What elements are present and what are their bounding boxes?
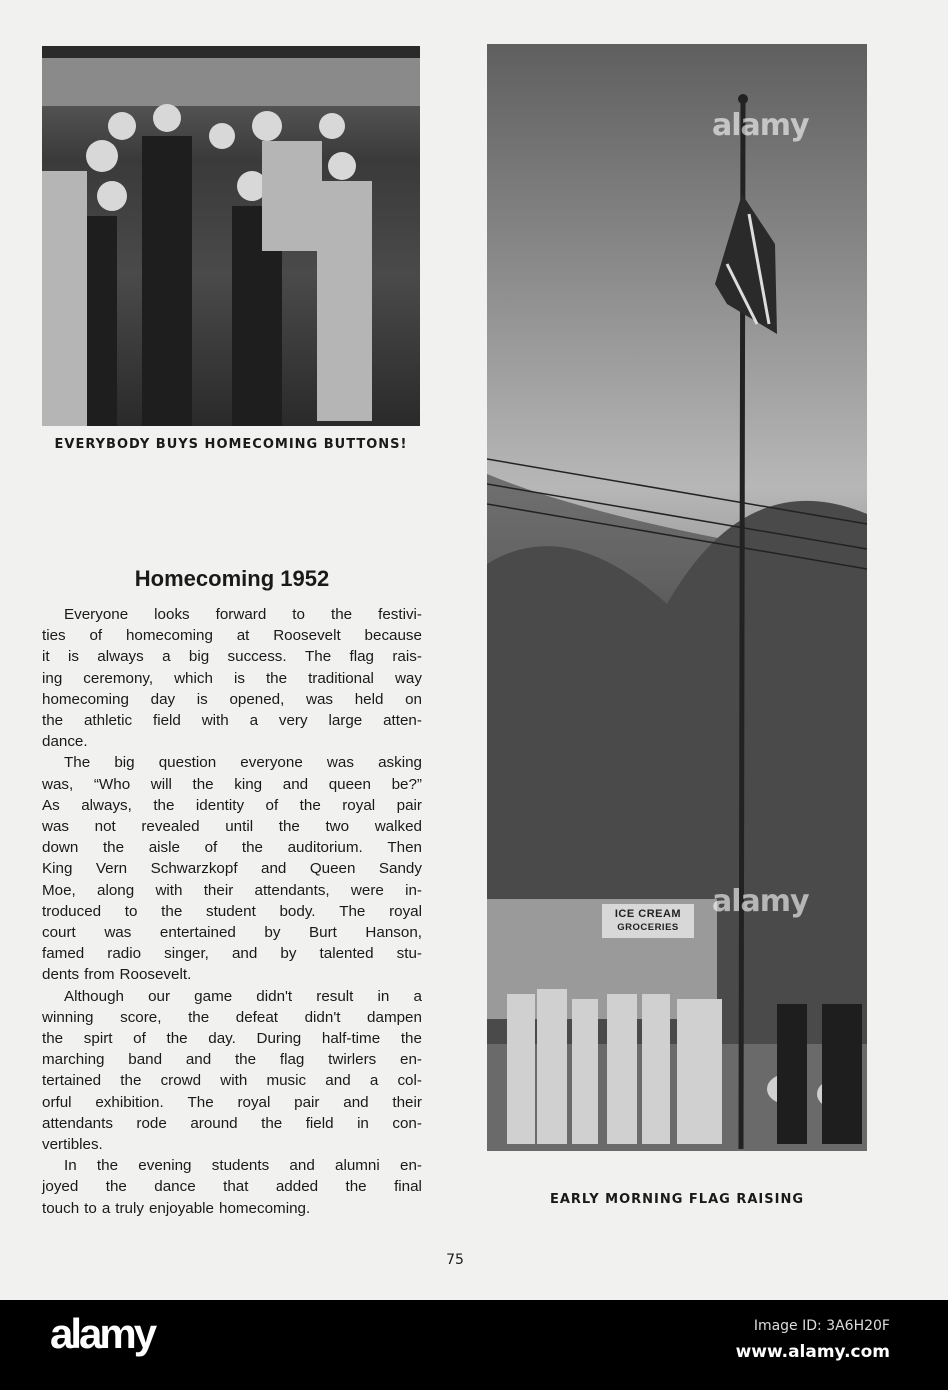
- word: pair: [294, 1093, 320, 1111]
- word: large: [328, 712, 363, 730]
- word: crowd: [160, 1072, 202, 1090]
- word: enjoyable: [148, 1199, 215, 1217]
- word: Burt: [309, 924, 337, 942]
- word: joyed: [42, 1178, 79, 1196]
- word: way: [394, 669, 422, 687]
- word: day: [150, 690, 176, 708]
- word: col-: [397, 1072, 422, 1090]
- article-title: Homecoming 1952: [134, 566, 330, 591]
- word: troduced: [42, 902, 102, 920]
- word: famed: [42, 945, 85, 963]
- word: homecoming: [125, 627, 213, 645]
- word: a: [162, 648, 171, 666]
- word: dance: [154, 1178, 196, 1196]
- word: king: [234, 775, 263, 793]
- word: alumni: [335, 1157, 380, 1175]
- paragraph-line: [42, 710, 422, 731]
- watermark: alamy: [712, 108, 809, 143]
- word: traditional: [308, 669, 374, 687]
- word: the: [299, 796, 321, 814]
- word: royal: [237, 1093, 271, 1111]
- word: ties: [42, 627, 66, 645]
- word: revealed: [141, 818, 200, 836]
- paragraph-line: [42, 604, 422, 625]
- word: con-: [392, 1114, 422, 1132]
- word: stu-: [396, 945, 422, 963]
- word: with: [155, 881, 183, 899]
- word: down: [42, 839, 79, 857]
- word: the: [400, 1030, 422, 1048]
- word: added: [275, 1178, 319, 1196]
- word: and: [325, 1072, 351, 1090]
- paragraph-line: [42, 752, 422, 773]
- word: ceremony,: [83, 669, 154, 687]
- word: with: [201, 712, 229, 730]
- word: and: [343, 1093, 369, 1111]
- word: held: [354, 690, 384, 708]
- word: Vern: [95, 860, 128, 878]
- word: the: [105, 1178, 127, 1196]
- word: and: [261, 860, 287, 878]
- paragraph-line: [42, 858, 422, 879]
- word: always,: [81, 796, 132, 814]
- word: field: [305, 1114, 334, 1132]
- word: day.: [208, 1030, 236, 1048]
- word: until: [225, 818, 254, 836]
- word: from: [84, 966, 115, 984]
- word: question: [158, 754, 217, 772]
- word: The: [339, 902, 366, 920]
- word: The: [304, 648, 332, 666]
- word: half-time: [321, 1030, 381, 1048]
- alamy-logo: alamy: [50, 1310, 155, 1357]
- word: touch: [42, 1199, 80, 1217]
- word: spirt: [83, 1030, 113, 1048]
- word: to: [84, 1199, 97, 1217]
- paragraph-line: [42, 964, 422, 985]
- word: en-: [400, 1157, 422, 1175]
- word: twirlers: [328, 1051, 377, 1069]
- word: the: [192, 775, 214, 793]
- paragraph-line: [42, 1092, 422, 1113]
- word: along: [97, 881, 135, 899]
- word: the: [265, 669, 288, 687]
- word: attendants,: [254, 881, 330, 899]
- word: success.: [227, 648, 287, 666]
- word: and: [289, 1157, 315, 1175]
- word: atten-: [383, 712, 422, 730]
- paragraph-line: [42, 943, 422, 964]
- word: game: [194, 987, 233, 1005]
- word: is: [233, 669, 245, 687]
- word: score,: [120, 1008, 162, 1026]
- word: to: [292, 606, 305, 623]
- paragraph-line: [42, 1134, 422, 1155]
- word: result: [316, 987, 354, 1005]
- word: King: [42, 860, 73, 878]
- word: didn't: [304, 1008, 341, 1026]
- photo-caption: EVERYBODY BUYS HOMECOMING BUTTONS!: [54, 437, 408, 452]
- sign-groceries: GROCERIES: [617, 922, 679, 933]
- paragraph-line: [42, 774, 422, 795]
- word: of: [133, 1030, 146, 1048]
- watermark: alamy: [712, 884, 809, 919]
- paragraph-line: [42, 668, 422, 689]
- photo-homecoming-buttons: [42, 46, 420, 426]
- word: Sandy: [378, 860, 422, 878]
- paragraph-line: [42, 1049, 422, 1070]
- word: the: [161, 902, 183, 920]
- word: is: [67, 648, 79, 666]
- word: royal: [342, 796, 376, 814]
- word: ing: [42, 669, 63, 687]
- word: looks: [154, 606, 190, 623]
- word: Queen: [309, 860, 356, 878]
- word: In: [64, 1157, 77, 1175]
- word: a: [413, 987, 422, 1005]
- word: not: [94, 818, 116, 836]
- word: big: [188, 648, 210, 666]
- word: the: [278, 818, 300, 836]
- word: the: [96, 1157, 119, 1175]
- word: flag: [279, 1051, 305, 1069]
- word: was: [104, 924, 132, 942]
- word: rode: [136, 1114, 167, 1132]
- word: was: [42, 818, 70, 836]
- paragraph-line: [42, 1155, 422, 1176]
- photo-caption: EARLY MORNING FLAG RAISING: [549, 1192, 805, 1207]
- word: the: [188, 1008, 210, 1026]
- word: that: [223, 1178, 249, 1196]
- word: with: [220, 1072, 248, 1090]
- word: a: [101, 1199, 111, 1217]
- word: the: [102, 839, 125, 857]
- word: the: [120, 1072, 142, 1090]
- word: everyone: [240, 754, 303, 772]
- paragraph-line: [42, 1176, 422, 1197]
- paragraph-line: [42, 901, 422, 922]
- word: two: [325, 818, 350, 836]
- word: Then: [387, 839, 422, 857]
- paragraph-line: [42, 816, 422, 837]
- word: the: [234, 1051, 257, 1069]
- word: always: [97, 648, 144, 666]
- word: exhibition.: [95, 1093, 164, 1111]
- word: and: [231, 945, 258, 963]
- word: a: [249, 712, 259, 730]
- word: final: [394, 1178, 422, 1196]
- word: evening: [138, 1157, 192, 1175]
- word: student: [205, 902, 256, 920]
- word: the: [42, 712, 64, 730]
- word: Roosevelt.: [119, 966, 192, 984]
- store-sign: [602, 904, 694, 938]
- word: their: [392, 1093, 422, 1111]
- word: of: [204, 839, 218, 857]
- sign-ice-cream: ICE CREAM: [614, 908, 682, 920]
- paragraph-line: [42, 880, 422, 901]
- word: field: [152, 712, 181, 730]
- article-body: [42, 604, 422, 1219]
- word: dents: [42, 966, 80, 984]
- word: asking: [378, 754, 422, 772]
- word: of: [265, 796, 279, 814]
- word: identity: [195, 796, 245, 814]
- word: truly: [115, 1199, 144, 1217]
- word: en-: [400, 1051, 422, 1069]
- paragraph-line: [42, 1113, 422, 1134]
- paragraph-line: [42, 731, 422, 752]
- word: to: [124, 902, 138, 920]
- word: opened,: [229, 690, 285, 708]
- word: were: [350, 881, 384, 899]
- word: dance.: [42, 733, 88, 751]
- word: orful: [42, 1093, 72, 1111]
- word: the: [166, 1030, 188, 1048]
- word: was: [326, 754, 354, 772]
- word: festivi-: [378, 606, 422, 623]
- word: winning: [42, 1008, 94, 1026]
- word: Everyone: [64, 606, 129, 623]
- paragraph-line: [42, 795, 422, 816]
- word: was,: [42, 775, 74, 793]
- word: dampen: [367, 1008, 422, 1026]
- word: the: [153, 796, 175, 814]
- flag-raising-illustration: [487, 44, 867, 1151]
- word: Schwarzkopf: [150, 860, 238, 878]
- paragraph-line: [42, 646, 422, 667]
- word: Hanson,: [365, 924, 422, 942]
- word: entertained: [159, 924, 236, 942]
- word: on: [405, 690, 422, 708]
- word: in-: [405, 881, 422, 899]
- word: very: [278, 712, 308, 730]
- word: will: [150, 775, 172, 793]
- paragraph-line: [42, 625, 422, 646]
- word: the: [261, 1114, 283, 1132]
- word: The: [64, 754, 91, 772]
- word: singer,: [164, 945, 209, 963]
- word: their: [203, 881, 234, 899]
- word: homecoming: [42, 690, 129, 708]
- word: Although: [64, 987, 124, 1005]
- word: of: [89, 627, 103, 645]
- word: it: [42, 648, 50, 666]
- word: athletic: [83, 712, 133, 730]
- image-id: Image ID: 3A6H20F: [753, 1318, 890, 1334]
- word: at: [236, 627, 250, 645]
- watermark-footer: [0, 1300, 948, 1390]
- word: During: [256, 1030, 302, 1048]
- paragraph-line: [42, 1070, 422, 1091]
- word: around: [190, 1114, 238, 1132]
- word: defeat: [235, 1008, 279, 1026]
- word: tertained: [42, 1072, 102, 1090]
- word: The: [187, 1093, 214, 1111]
- word: pair: [396, 796, 422, 814]
- word: vertibles.: [42, 1136, 103, 1154]
- word: the: [241, 839, 263, 857]
- photo-flag-raising: [487, 44, 867, 1151]
- word: band: [128, 1051, 163, 1069]
- word: Moe,: [42, 881, 76, 899]
- word: As: [42, 796, 60, 814]
- word: body.: [279, 902, 316, 920]
- word: Roosevelt: [273, 627, 341, 645]
- word: queen: [328, 775, 371, 793]
- paragraph-line: [42, 837, 422, 858]
- word: royal: [389, 902, 422, 920]
- word: in: [357, 1114, 369, 1132]
- word: homecoming.: [219, 1199, 311, 1217]
- word: music: [266, 1072, 307, 1090]
- word: because: [364, 627, 422, 645]
- word: the: [330, 606, 353, 623]
- paragraph-line: [42, 986, 422, 1007]
- word: talented: [319, 945, 374, 963]
- word: didn't: [256, 987, 293, 1005]
- word: marching: [42, 1051, 105, 1069]
- word: the: [42, 1030, 64, 1048]
- word: auditorium.: [287, 839, 363, 857]
- word: was: [306, 690, 334, 708]
- website-link: www.alamy.com: [735, 1342, 890, 1362]
- word: flag: [349, 648, 375, 666]
- paragraph-line: [42, 1007, 422, 1028]
- paragraph-line: [42, 922, 422, 943]
- paragraph-line: [42, 689, 422, 710]
- word: big: [114, 754, 135, 772]
- word: aisle: [148, 839, 180, 857]
- word: and: [282, 775, 309, 793]
- word: our: [148, 987, 171, 1005]
- word: by: [280, 945, 297, 963]
- word: “Who: [93, 775, 131, 793]
- word: students: [211, 1157, 270, 1175]
- word: is: [196, 690, 208, 708]
- word: forward: [215, 606, 267, 623]
- flag-icon: [715, 194, 777, 334]
- students-group-illustration: [42, 46, 420, 426]
- page-number: 75: [446, 1252, 464, 1268]
- word: be?”: [391, 775, 422, 793]
- word: in: [377, 987, 390, 1005]
- word: court: [42, 924, 76, 942]
- word: radio: [107, 945, 142, 963]
- word: a: [369, 1072, 379, 1090]
- word: which: [174, 669, 213, 687]
- word: walked: [374, 818, 422, 836]
- word: rais-: [392, 648, 422, 666]
- word: and: [185, 1051, 212, 1069]
- paragraph-line: [42, 1028, 422, 1049]
- word: the: [345, 1178, 367, 1196]
- word: by: [264, 924, 281, 942]
- word: attendants: [42, 1114, 113, 1132]
- paragraph-line: [42, 1198, 422, 1219]
